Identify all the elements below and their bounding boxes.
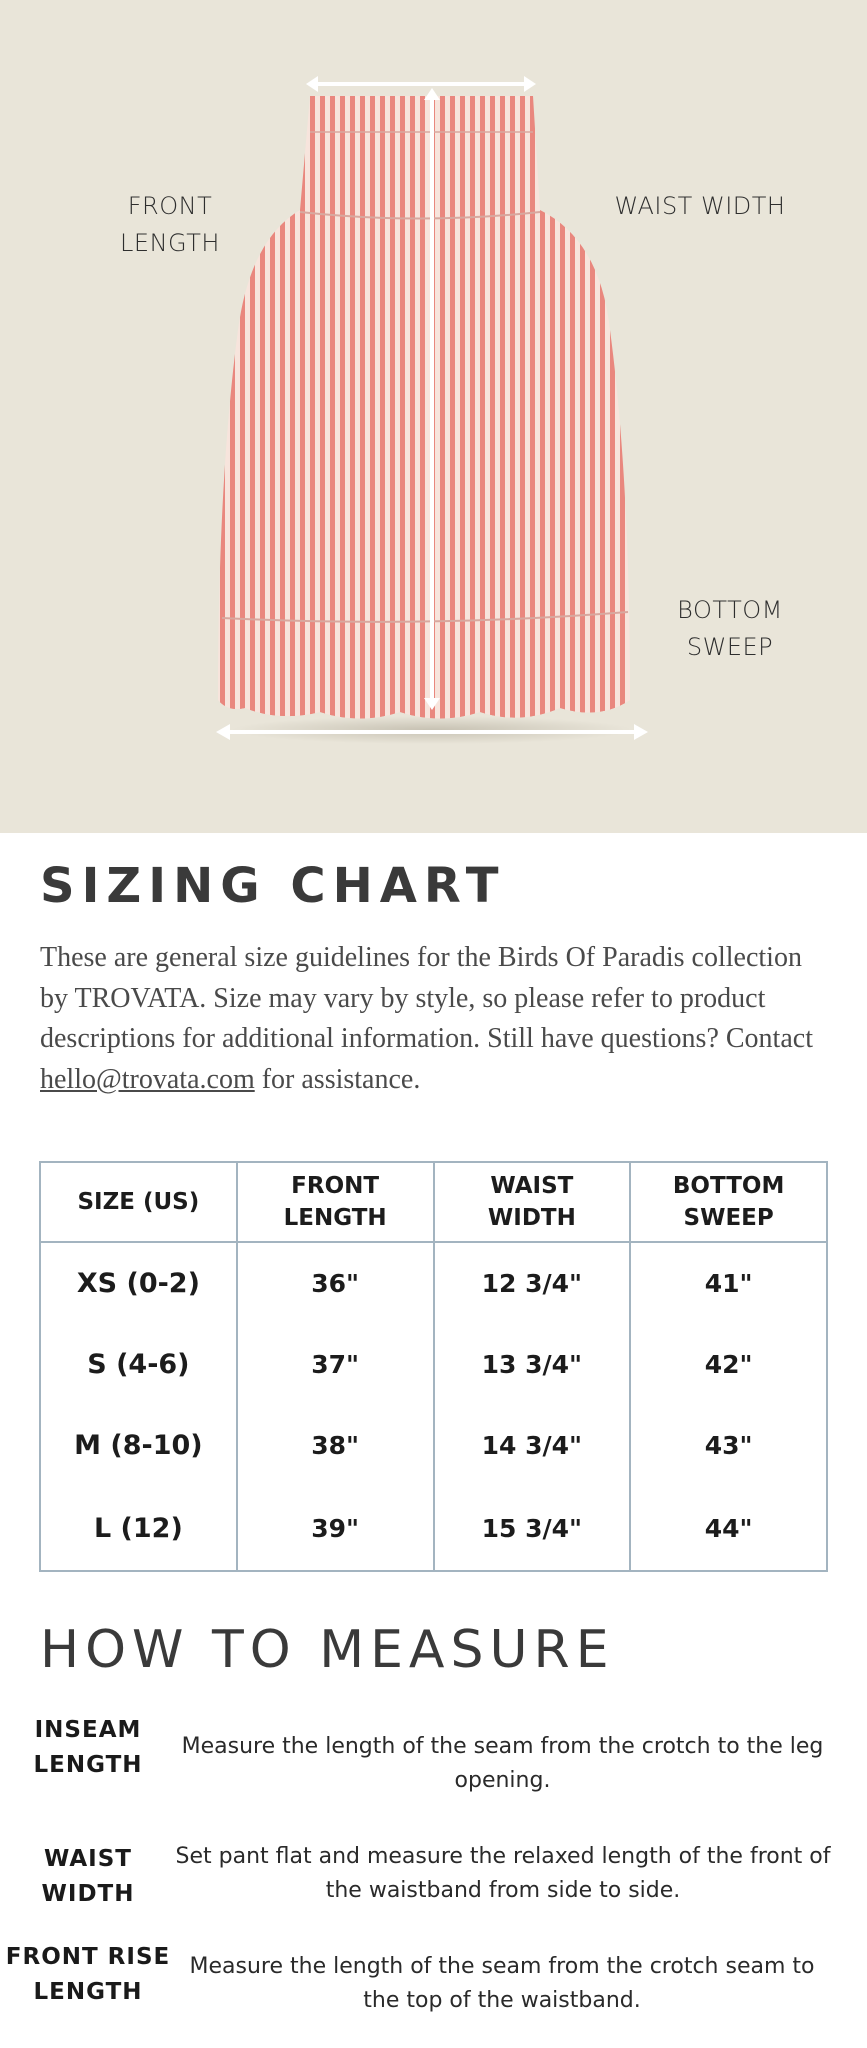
waist-width-cell: 15 3/4" (434, 1486, 631, 1571)
table-row (40, 1242, 827, 1324)
size-cell: XS (0-2) (40, 1242, 237, 1324)
waist-width-label: WAIST WIDTH (614, 192, 786, 220)
header-bottom-sweep: BOTTOM SWEEP (630, 1162, 827, 1242)
desc-waist-width: Set pant flat and measure the relaxed length of the front of the waistband from side to side. (175, 1844, 831, 1903)
waist-width-cell: 14 3/4" (434, 1405, 631, 1486)
intro-text-end: for assistance. (254, 1063, 421, 1095)
front-length-cell: 38" (237, 1405, 434, 1486)
size-table (39, 1161, 828, 1572)
desc-front-rise-length: Measure the length of the seam from the crotch seam to the top of the waistband. (189, 1954, 815, 2013)
size-cell: M (8-10) (40, 1405, 237, 1486)
waist-width-cell: 13 3/4" (434, 1324, 631, 1405)
size-table-header (40, 1162, 827, 1242)
term-front-rise-length: FRONT RISE LENGTH (5, 1944, 171, 2005)
waist-width-arrow (306, 76, 536, 92)
bottom-sweep-cell: 43" (630, 1405, 827, 1486)
how-to-measure-title: HOW TO MEASURE (40, 1620, 615, 1680)
table-row (40, 1405, 827, 1486)
waistband (310, 96, 533, 132)
waist-width-cell: 12 3/4" (434, 1242, 631, 1324)
sizing-chart-title: SIZING CHART (40, 858, 506, 914)
skirt-illustration (0, 0, 867, 833)
sizing-intro (40, 938, 830, 1100)
contact-email-link[interactable]: hello@trovata.com (40, 1063, 255, 1095)
term-inseam-length: INSEAM LENGTH (33, 1717, 143, 1778)
hem-band (218, 612, 630, 719)
front-length-cell: 39" (237, 1486, 434, 1571)
size-cell: S (4-6) (40, 1324, 237, 1405)
table-row (40, 1324, 827, 1405)
intro-text: These are general size guidelines for the Birds Of Paradis collection by TROVATA. Size may vary by style, so please refer to product descriptions for additional information. Still have questions? Contact (40, 942, 813, 1054)
measurement-diagram (0, 0, 867, 833)
bottom-sweep-label: BOTTOM SWEEP (677, 596, 783, 661)
header-front-length: FRONT LENGTH (237, 1162, 434, 1242)
bottom-sweep-cell: 41" (630, 1242, 827, 1324)
table-row (40, 1486, 827, 1571)
term-waist-width: WAIST WIDTH (41, 1846, 135, 1907)
front-length-label: FRONT LENGTH (120, 192, 220, 257)
header-waist-width: WAIST WIDTH (434, 1162, 631, 1242)
front-length-cell: 36" (237, 1242, 434, 1324)
bottom-sweep-cell: 42" (630, 1324, 827, 1405)
size-cell: L (12) (40, 1486, 237, 1571)
front-length-cell: 37" (237, 1324, 434, 1405)
bottom-sweep-cell: 44" (630, 1486, 827, 1571)
desc-inseam-length: Measure the length of the seam from the crotch to the leg opening. (181, 1734, 824, 1793)
header-size: SIZE (US) (40, 1162, 237, 1242)
